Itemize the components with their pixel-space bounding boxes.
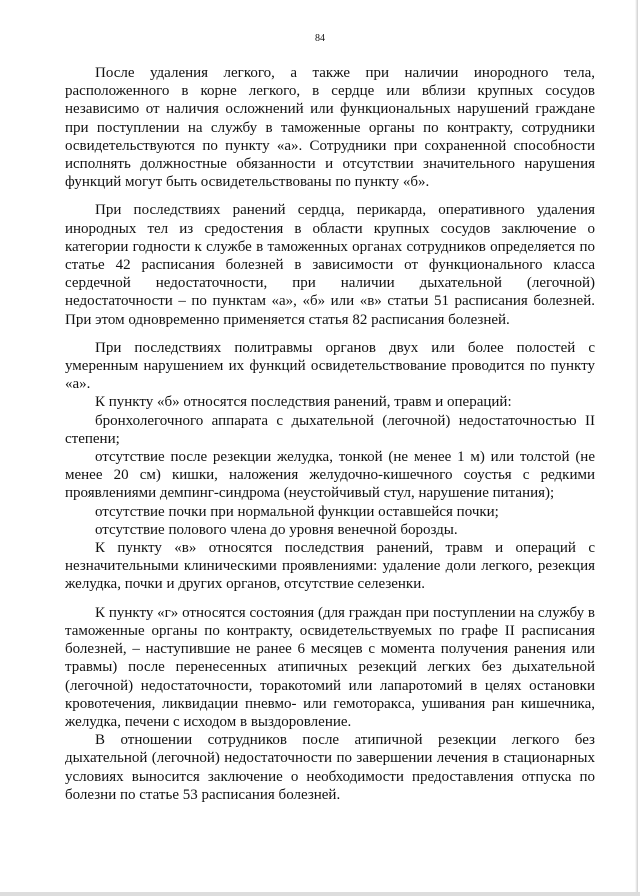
scan-edge-bottom: [0, 892, 640, 896]
paragraph-employees-leave: В отношении сотрудников после атипичной резекции легкого без дыхательной (легочной) недостаточности по завершении лечения в стационарных условиях выносится заключение о необходимости предоставления отпуска по болезни по статье 53 расписания болезней.: [65, 732, 595, 803]
paragraph-point-b-stomach: отсутствие после резекции желудка, тонкой (не менее 1 м) или толстой (не менее 20 см) кишки, наложения желудочно-кишечного соустья с редкими проявлениями демпинг-синдрома (неустойчивый стул, нарушение питания);: [65, 449, 595, 502]
paragraph-heart-wounds: При последствиях ранений сердца, перикарда, оперативного удаления инородных тел из средостения в области крупных сосудов заключение о категории годности к службе в таможенных органах сотрудников определяется по статье 42 расписания болезней в зависимости от функционального класса сердечной недостаточности, при наличии дыхательной (легочной) недостаточности – по пунктам «а», «б» или «в» статьи 51 расписания болезней. При этом одновременно применяется статья 82 расписания болезней.: [65, 202, 595, 328]
scan-edge-right: [635, 0, 638, 896]
paragraph-lung-removal: После удаления легкого, а также при наличии инородного тела, расположенного в корне легкого, в сердце или вблизи крупных сосудов независимо от наличия осложнений или функциональных нарушений граждане при поступлении на службу в таможенные органы по контракту, сотрудники освидетельствуются по пункту «а». Сотрудники при сохраненной способности исполнять должностные обязанности и отсутствии значительного нарушения функций могут быть освидетельствованы по пункту «б».: [65, 65, 595, 191]
paragraph-point-g: К пункту «г» относятся состояния (для граждан при поступлении на службу в таможенные органы по контракту, освидетельствуемых по графе II расписания болезней, – наступившие не ранее 6 месяцев с момента получения ранения или травмы) после перенесенных атипичных резекций легких без дыхательной (легочной) недостаточности, торакотомий или лапаротомий в целях остановки кровотечения, ликвидации пневмо- или гемоторакса, ушивания ран кишечника, желудка, печени с исходом в выздоровление.: [65, 604, 595, 730]
paragraph-point-b-kidney: отсутствие почки при нормальной функции оставшейся почки;: [95, 503, 499, 520]
paragraph-point-b-member: отсутствие полового члена до уровня венечной борозды.: [95, 521, 458, 538]
paragraph-point-b-intro: К пункту «б» относятся последствия ранений, травм и операций:: [95, 394, 512, 411]
paragraph-polytrauma: При последствиях политравмы органов двух или более полостей с умеренным нарушением их функций освидетельствование проводится по пункту «а».: [65, 339, 595, 393]
paragraph-point-b-lungs: бронхолегочного аппарата с дыхательной (легочной) недостаточностью II степени;: [65, 412, 595, 447]
page-number: 84: [315, 33, 325, 44]
document-body: [65, 64, 595, 804]
paragraph-point-v: К пункту «в» относятся последствия ранений, травм и операций с незначительными клиническими проявлениями: удаление доли легкого, резекция желудка, почки и других органов, отсутствие селезенки.: [65, 540, 595, 593]
